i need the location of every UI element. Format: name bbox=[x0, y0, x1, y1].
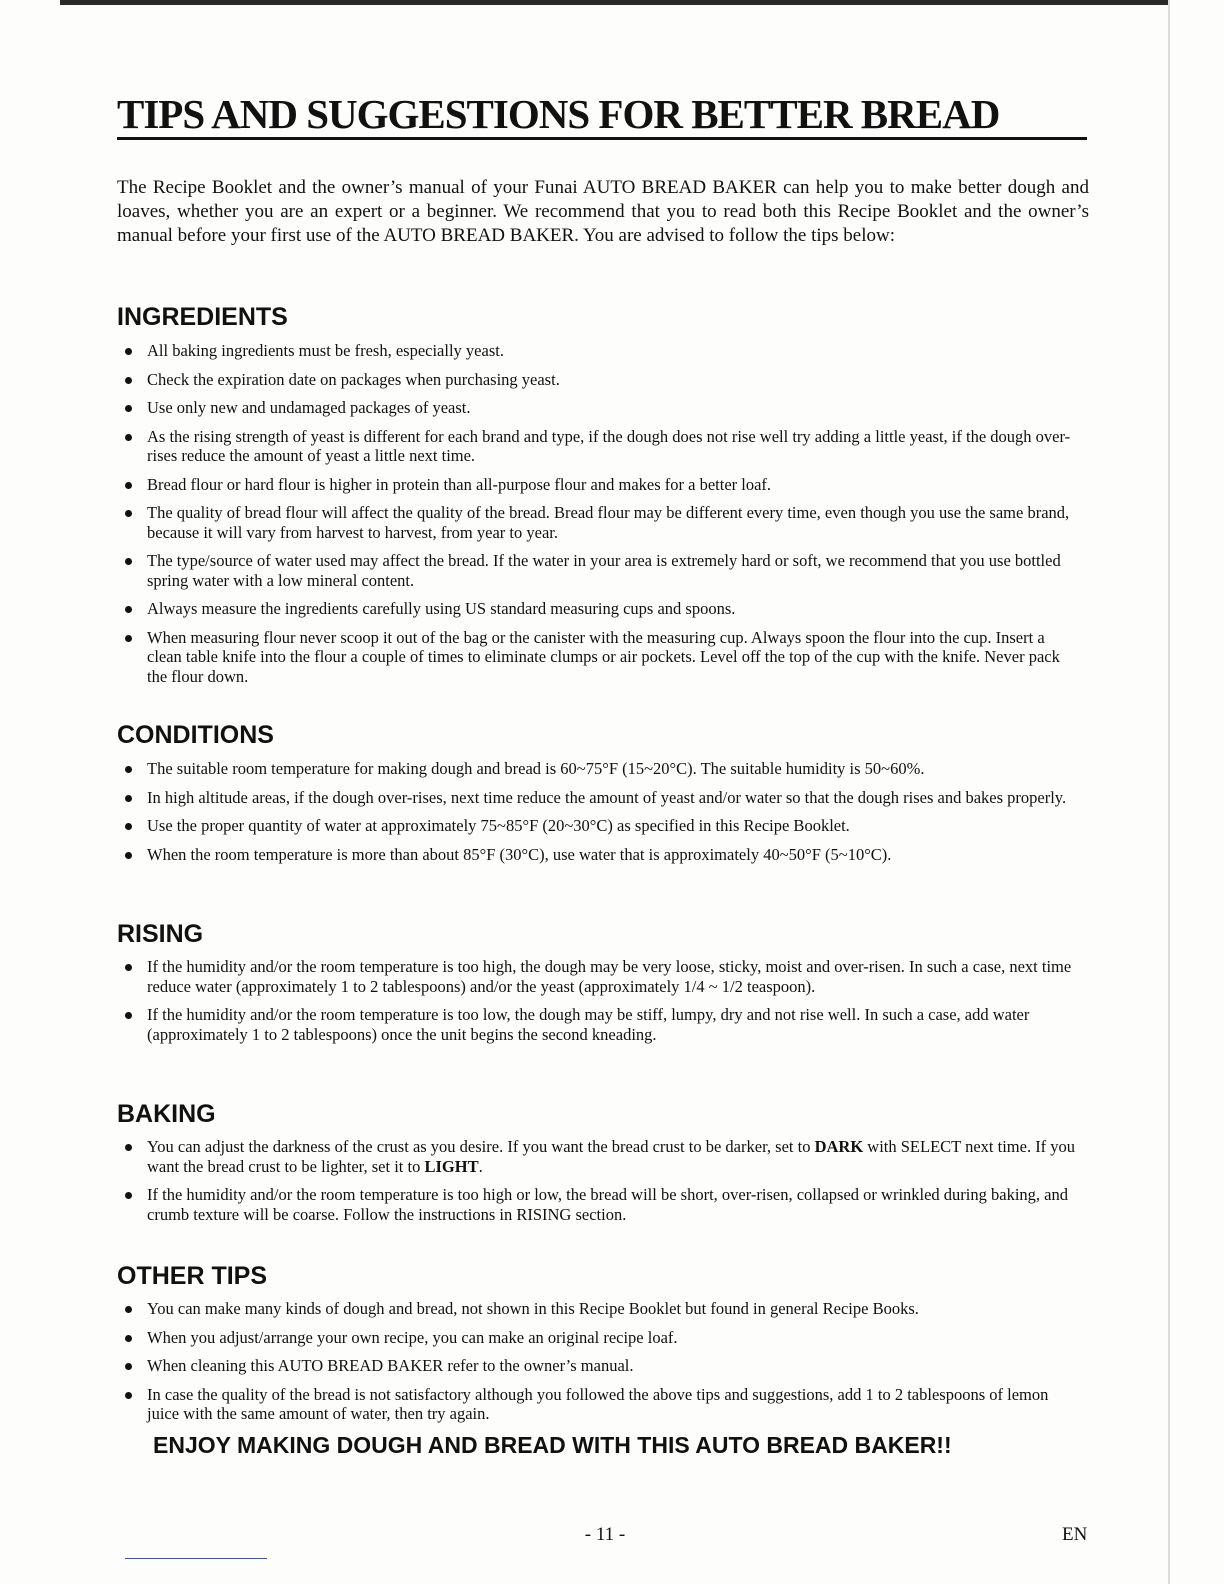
bullet-icon bbox=[125, 1335, 132, 1342]
list-item: If the humidity and/or the room temperature is too low, the dough may be stiff, lumpy, dry and not rise well. In such a case, add water (approximately 1 to 2 tablespoons) once the unit begins the second kneading. bbox=[125, 1005, 1080, 1044]
bullet-icon bbox=[125, 1144, 132, 1151]
list-item: Always measure the ingredients carefully using US standard measuring cups and spoons. bbox=[125, 599, 1080, 619]
bullet-icon bbox=[125, 795, 132, 802]
list-item: When measuring flour never scoop it out of the bag or the canister with the measuring cup. Always spoon the flour into the cup. Insert a clean table knife into the flour a couple of times to eliminate clumps or air pockets. Level off the top of the cup with the knife. Never pack the flour down. bbox=[125, 628, 1080, 687]
list-item: The suitable room temperature for making dough and bread is 60~75°F (15~20°C). The suitable humidity is 50~60%. bbox=[125, 759, 1080, 779]
bullet-icon bbox=[125, 348, 132, 355]
bullet-icon bbox=[125, 1306, 132, 1313]
list-item: The quality of bread flour will affect the quality of the bread. Bread flour may be different every time, even though you use the same brand, because it will vary from harvest to harvest, from year to year. bbox=[125, 503, 1080, 542]
bullet-icon bbox=[125, 1392, 132, 1399]
bullet-icon bbox=[125, 606, 132, 613]
bullet-icon bbox=[125, 510, 132, 517]
section-heading-conditions: CONDITIONS bbox=[117, 721, 274, 749]
title-underline bbox=[117, 137, 1087, 140]
bullet-icon bbox=[125, 852, 132, 859]
bullet-icon bbox=[125, 1363, 132, 1370]
section-heading-rising: RISING bbox=[117, 920, 204, 948]
list-item: The type/source of water used may affect the bread. If the water in your area is extremely hard or soft, we recommend that you use bottled spring water with a low mineral content. bbox=[125, 551, 1080, 590]
top-edge-bar bbox=[60, 0, 1170, 5]
rising-list bbox=[125, 957, 1080, 1053]
bullet-icon bbox=[125, 823, 132, 830]
other-tips-list bbox=[125, 1299, 1080, 1433]
list-item: In case the quality of the bread is not satisfactory although you followed the above tips and suggestions, add 1 to 2 tablespoons of lemon juice with the same amount of water, then try again. bbox=[125, 1385, 1080, 1424]
bullet-icon bbox=[125, 964, 132, 971]
bullet-icon bbox=[125, 1012, 132, 1019]
list-item: As the rising strength of yeast is different for each brand and type, if the dough does not rise well try adding a little yeast, if the dough over-rises reduce the amount of yeast a little next time. bbox=[125, 427, 1080, 466]
bullet-icon bbox=[125, 377, 132, 384]
bottom-line bbox=[125, 1558, 267, 1559]
bullet-icon bbox=[125, 405, 132, 412]
intro-paragraph: The Recipe Booklet and the owner’s manual of your Funai AUTO BREAD BAKER can help you to make better dough and loaves, whether you are an expert or a beginner. We recommend that you to read both this Recipe Booklet and the owner’s manual before your first use of the AUTO BREAD BAKER. You are advised to follow the tips below: bbox=[117, 177, 1089, 246]
list-item: When you adjust/arrange your own recipe, you can make an original recipe loaf. bbox=[125, 1328, 1080, 1348]
conditions-list bbox=[125, 759, 1080, 873]
ingredients-list bbox=[125, 341, 1080, 695]
list-item: You can adjust the darkness of the crust as you desire. If you want the bread crust to be darker, set to DARK with SELECT next time. If you want the bread crust to be lighter, set it to LIGHT. bbox=[125, 1137, 1080, 1176]
bullet-icon bbox=[125, 766, 132, 773]
list-item: Bread flour or hard flour is higher in protein than all-purpose flour and makes for a better loaf. bbox=[125, 475, 1080, 495]
list-item: Use the proper quantity of water at approximately 75~85°F (20~30°C) as specified in this Recipe Booklet. bbox=[125, 816, 1080, 836]
list-item: Check the expiration date on packages when purchasing yeast. bbox=[125, 370, 1080, 390]
light-setting-label: LIGHT bbox=[424, 1156, 479, 1176]
page-edge-shadow bbox=[1168, 0, 1170, 1584]
list-item: Use only new and undamaged packages of yeast. bbox=[125, 398, 1080, 418]
bullet-icon bbox=[125, 482, 132, 489]
list-item: When the room temperature is more than about 85°F (30°C), use water that is approximately 40~50°F (5~10°C). bbox=[125, 845, 1080, 865]
bullet-icon bbox=[125, 1192, 132, 1199]
list-item: All baking ingredients must be fresh, especially yeast. bbox=[125, 341, 1080, 361]
list-item: You can make many kinds of dough and bread, not shown in this Recipe Booklet but found in general Recipe Books. bbox=[125, 1299, 1080, 1319]
language-code: EN bbox=[1062, 1524, 1088, 1545]
list-item: When cleaning this AUTO BREAD BAKER refer to the owner’s manual. bbox=[125, 1356, 1080, 1376]
bullet-icon bbox=[125, 558, 132, 565]
dark-setting-label: DARK bbox=[814, 1137, 864, 1156]
page-number: - 11 - bbox=[584, 1524, 626, 1545]
list-item: In high altitude areas, if the dough over-rises, next time reduce the amount of yeast and/or water so that the dough rises and bakes properly. bbox=[125, 788, 1080, 808]
baking-list bbox=[125, 1137, 1080, 1233]
list-item: If the humidity and/or the room temperature is too high, the dough may be very loose, sticky, moist and over-risen. In such a case, next time reduce water (approximately 1 to 2 tablespoons) and/or the yeast (approximately 1/4 ~ 1/2 teaspoon). bbox=[125, 957, 1080, 996]
closing-banner: ENJOY MAKING DOUGH AND BREAD WITH THIS AUTO BREAD BAKER!! bbox=[153, 1432, 952, 1458]
bullet-icon bbox=[125, 635, 132, 642]
bullet-icon bbox=[125, 434, 132, 441]
page-title: TIPS AND SUGGESTIONS FOR BETTER BREAD bbox=[117, 91, 1000, 137]
section-heading-other-tips: OTHER TIPS bbox=[117, 1262, 268, 1290]
section-heading-ingredients: INGREDIENTS bbox=[117, 303, 288, 331]
section-heading-baking: BAKING bbox=[117, 1100, 216, 1128]
list-item: If the humidity and/or the room temperature is too high or low, the bread will be short, over-risen, collapsed or wrinkled during baking, and crumb texture will be coarse. Follow the instructions in RISING section. bbox=[125, 1185, 1080, 1224]
